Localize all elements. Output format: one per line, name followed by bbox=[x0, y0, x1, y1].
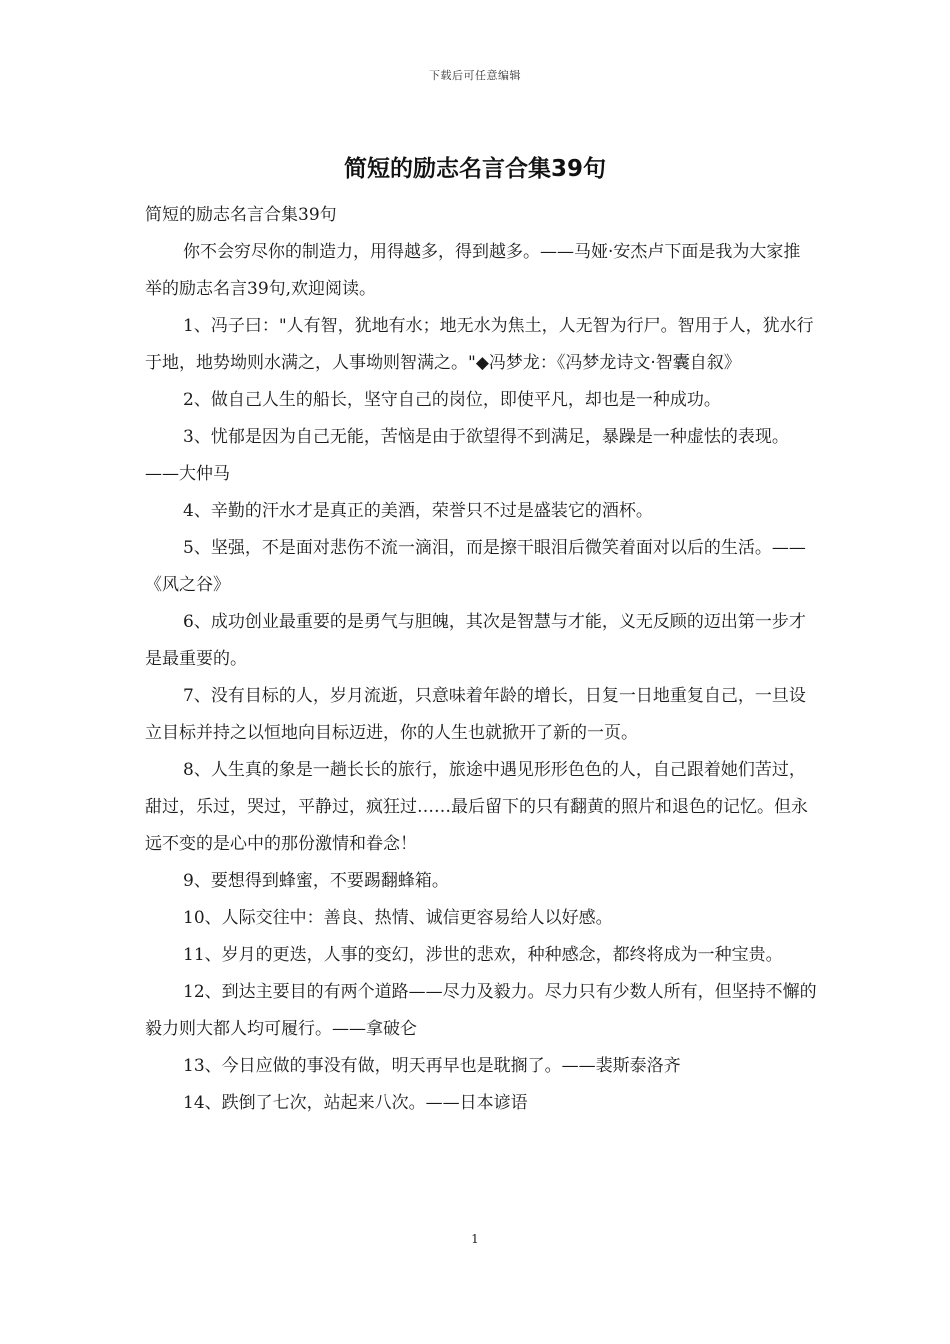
quote-5: 5、坚强，不是面对悲伤不流一滴泪，而是擦干眼泪后微笑着面对以后的生活。——《风之谷》 bbox=[145, 538, 806, 595]
quote-2: 2、做自己人生的船长，坚守自己的岗位，即使平凡，却也是一种成功。 bbox=[183, 390, 721, 410]
quote-9: 9、要想得到蜂蜜，不要踢翻蜂箱。 bbox=[183, 871, 449, 891]
quote-11: 11、岁月的更迭，人事的变幻，涉世的悲欢，种种感念，都终将成为一种宝贵。 bbox=[183, 945, 783, 965]
quote-13: 13、今日应做的事没有做，明天再早也是耽搁了。——裴斯泰洛齐 bbox=[183, 1056, 681, 1076]
quote-7: 7、没有目标的人，岁月流逝，只意味着年龄的增长，日复一日地重复自己，一旦设立目标并持之以恒地向目标迈进，你的人生也就掀开了新的一页。 bbox=[145, 686, 806, 743]
document-body bbox=[145, 197, 817, 1122]
quote-1: 1、冯子曰："人有智，犹地有水；地无水为焦土，人无智为行尸。智用于人，犹水行于地，地势坳则水满之，人事坳则智满之。"◆冯梦龙：《冯梦龙诗文·智囊自叙》 bbox=[145, 316, 814, 373]
subtitle-line: 简短的励志名言合集39句 bbox=[145, 205, 337, 225]
header-note: 下载后可任意编辑 bbox=[429, 69, 521, 82]
quote-6: 6、成功创业最重要的是勇气与胆魄，其次是智慧与才能，义无反顾的迈出第一步才是最重要的。 bbox=[145, 612, 806, 669]
quote-4: 4、辛勤的汗水才是真正的美酒，荣誉只不过是盛装它的酒杯。 bbox=[183, 501, 653, 521]
quote-12: 12、到达主要目的有两个道路——尽力及毅力。尽力只有少数人所有，但坚持不懈的毅力则大都人均可履行。——拿破仑 bbox=[145, 982, 817, 1039]
paragraph-intro: 你不会穷尽你的制造力，用得越多，得到越多。——马娅·安杰卢下面是我为大家推举的励志名言39句,欢迎阅读。 bbox=[145, 242, 801, 299]
quote-10: 10、人际交往中：善良、热情、诚信更容易给人以好感。 bbox=[183, 908, 613, 928]
quote-8: 8、人生真的象是一趟长长的旅行，旅途中遇见形形色色的人，自己跟着她们苦过，甜过，乐过，哭过，平静过，疯狂过……最后留下的只有翻黄的照片和退色的记忆。但永远不变的是心中的那份激情和眷念！ bbox=[145, 760, 808, 854]
page-number: 1 bbox=[471, 1232, 479, 1246]
quote-14: 14、跌倒了七次，站起来八次。——日本谚语 bbox=[183, 1093, 528, 1113]
quote-3: 3、忧郁是因为自己无能，苦恼是由于欲望得不到满足，暴躁是一种虚怯的表现。——大仲马 bbox=[145, 427, 789, 484]
document-title: 简短的励志名言合集39句 bbox=[343, 156, 606, 182]
